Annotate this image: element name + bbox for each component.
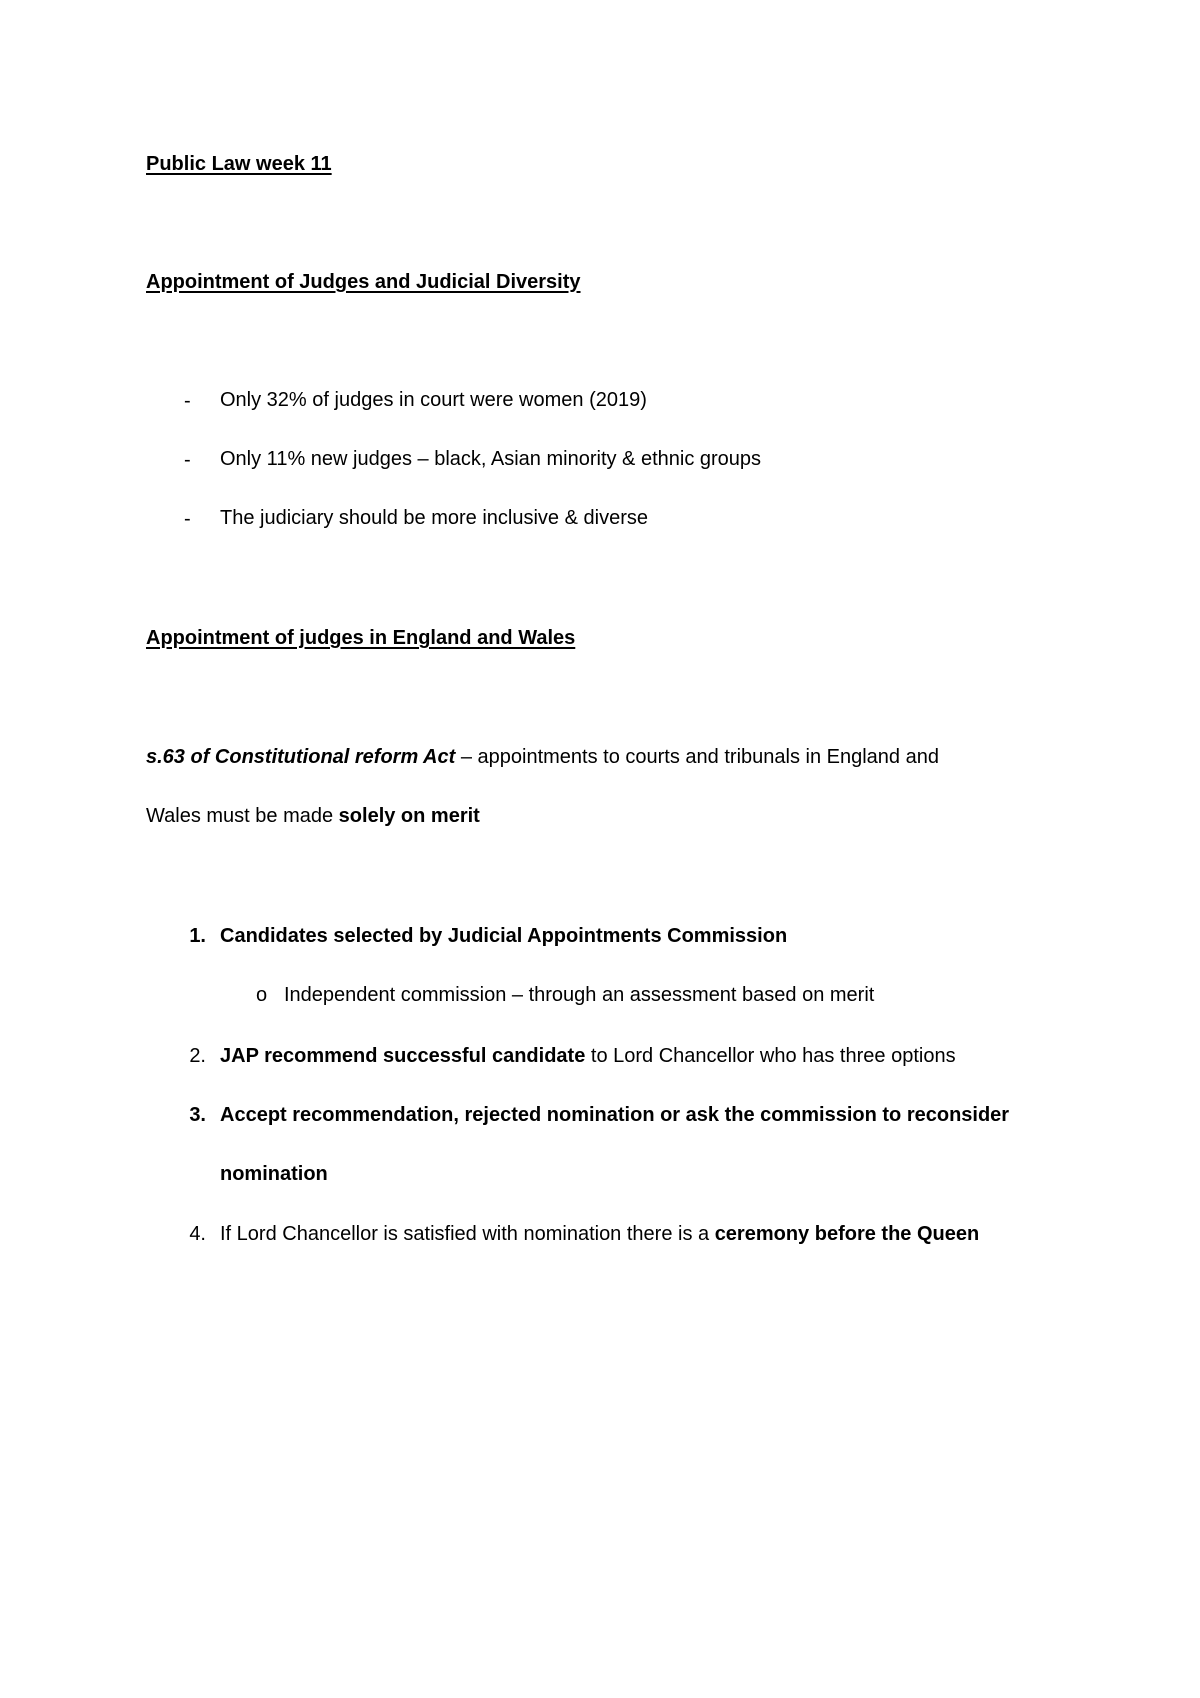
step-4-bold-text: ceremony before the Queen [714, 1223, 980, 1245]
section-heading-judicial-diversity: Appointment of Judges and Judicial Diversity [146, 271, 581, 293]
sub-bullet-marker: o [256, 984, 268, 1006]
list-number-3: 3. [189, 1104, 206, 1126]
merit-emphasis: solely on merit [338, 805, 480, 827]
step-2-rest-text: to Lord Chancellor who has three options [585, 1045, 956, 1067]
step-2-text [220, 1046, 956, 1066]
statute-description-continued: Wales must be made [146, 805, 339, 827]
bullet-marker: - [184, 449, 191, 471]
step-3-text-line-1: Accept recommendation, rejected nomination or ask the commission to reconsider [220, 1104, 1010, 1126]
statute-paragraph-line-1 [146, 747, 939, 767]
document-title: Public Law week 11 [146, 153, 332, 175]
list-number-1: 1. [189, 925, 206, 947]
bullet-marker: - [184, 508, 191, 530]
bullet-marker: - [184, 390, 191, 412]
list-number-2: 2. [189, 1045, 206, 1067]
statute-description: – appointments to courts and tribunals in England and [455, 746, 939, 768]
step-3-text-line-2: nomination [220, 1163, 328, 1185]
section-heading-appointment-england-wales: Appointment of judges in England and Wales [146, 627, 576, 649]
bullet-item-women-judges: Only 32% of judges in court were women (2019) [220, 389, 647, 411]
bullet-item-inclusive-judiciary: The judiciary should be more inclusive & diverse [220, 507, 648, 529]
step-1-text: Candidates selected by Judicial Appointments Commission [220, 925, 788, 947]
step-4-plain-text: If Lord Chancellor is satisfied with nomination there is a [220, 1223, 715, 1245]
statute-reference: s.63 of Constitutional reform Act [146, 746, 456, 768]
step-2-bold-text: JAP recommend successful candidate [220, 1045, 586, 1067]
step-1-sub-text: Independent commission – through an assessment based on merit [284, 984, 875, 1006]
statute-paragraph-line-2 [146, 806, 480, 826]
list-number-4: 4. [189, 1223, 206, 1245]
bullet-item-ethnic-judges: Only 11% new judges – black, Asian minority & ethnic groups [220, 448, 762, 470]
step-4-text [220, 1224, 979, 1244]
